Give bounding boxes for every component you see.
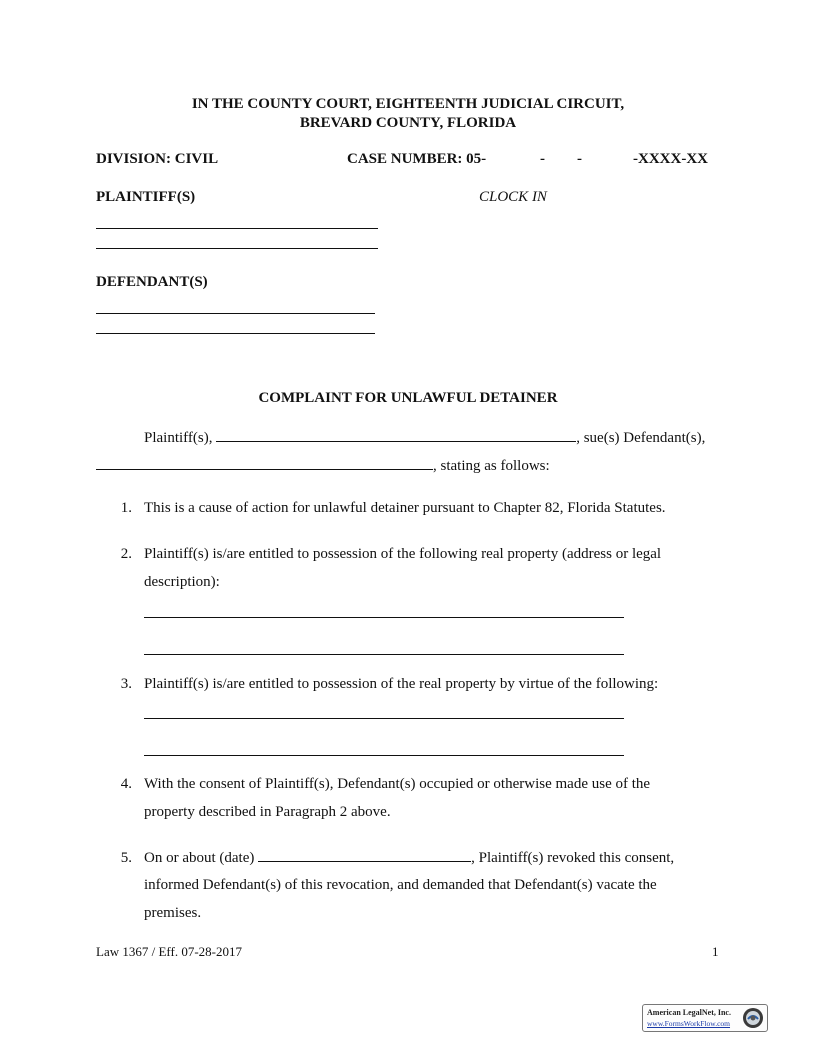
intro-line-2 [96, 455, 550, 475]
virtue-line-2[interactable] [144, 755, 624, 756]
paragraph-4-line-1: With the consent of Plaintiff(s), Defendant(s) occupied or otherwise made use of the [144, 776, 651, 792]
property-description-line-2[interactable] [144, 654, 624, 655]
paragraph-3-number: 3. [120, 676, 132, 692]
forms-workflow-badge[interactable] [642, 1004, 768, 1032]
defendant-name-line-1[interactable] [96, 313, 375, 314]
case-number-label: CASE NUMBER: 05- [347, 151, 487, 167]
paragraph-5-line-1 [144, 844, 674, 872]
division-label: DIVISION: CIVIL [96, 151, 219, 167]
paragraph-3-text: Plaintiff(s) is/are entitled to possession of the real property by virtue of the following: [144, 676, 659, 692]
case-number-sep1: - [540, 151, 545, 167]
defendant-name-line-2[interactable] [96, 333, 375, 334]
plaintiffs-label: PLAINTIFF(S) [96, 189, 196, 205]
paragraph-5-line-2: informed Defendant(s) of this revocation, and demanded that Defendant(s) vacate the [144, 877, 657, 893]
case-number-sep2: - [577, 151, 582, 167]
clock-in-label: CLOCK IN [479, 189, 547, 205]
court-header-line2: BREVARD COUNTY, FLORIDA [299, 115, 517, 131]
paragraph-1-text: This is a cause of action for unlawful detainer pursuant to Chapter 82, Florida Statutes. [144, 500, 666, 516]
form-id: Law 1367 / Eff. 07-28-2017 [96, 944, 242, 959]
badge-company: American LegalNet, Inc. [647, 1008, 731, 1017]
defendants-label: DEFENDANT(S) [96, 274, 208, 290]
intro-defendant-blank[interactable] [96, 455, 433, 470]
plaintiff-name-line-2[interactable] [96, 248, 378, 249]
paragraph-1-number: 1. [120, 500, 132, 516]
paragraph-4-line-2: property described in Paragraph 2 above. [144, 804, 391, 820]
paragraph-5-date-text: On or about (date) [144, 850, 255, 866]
intro-sues-text: , sue(s) Defendant(s), [576, 430, 706, 446]
paragraph-5-number: 5. [120, 850, 132, 866]
paragraph-5-line-3: premises. [144, 905, 202, 921]
plaintiff-name-line-1[interactable] [96, 228, 378, 229]
intro-plaintiffs-text: Plaintiff(s), [144, 430, 213, 446]
globe-logo-icon [742, 1007, 764, 1034]
case-number-suffix: -XXXX-XX [633, 151, 708, 167]
virtue-line-1[interactable] [144, 718, 624, 719]
page-number: 1 [712, 944, 719, 959]
badge-url[interactable]: www.FormsWorkFlow.com [647, 1019, 731, 1028]
intro-plaintiff-blank[interactable] [216, 427, 576, 442]
court-header-line1: IN THE COUNTY COURT, EIGHTEENTH JUDICIAL CIRCUIT, [191, 96, 625, 112]
paragraph-2-line-1: Plaintiff(s) is/are entitled to possession of the following real property (address or legal [144, 546, 662, 562]
property-description-line-1[interactable] [144, 617, 624, 618]
paragraph-5-revoked-text: , Plaintiff(s) revoked this consent, [471, 850, 675, 866]
intro-stating-text: , stating as follows: [433, 458, 550, 474]
complaint-title: COMPLAINT FOR UNLAWFUL DETAINER [258, 390, 558, 406]
intro-line-1 [144, 427, 705, 447]
paragraph-2-number: 2. [120, 546, 132, 562]
revocation-date-blank[interactable] [258, 847, 471, 862]
paragraph-4-number: 4. [120, 776, 132, 792]
paragraph-2-line-2: description): [144, 574, 220, 590]
